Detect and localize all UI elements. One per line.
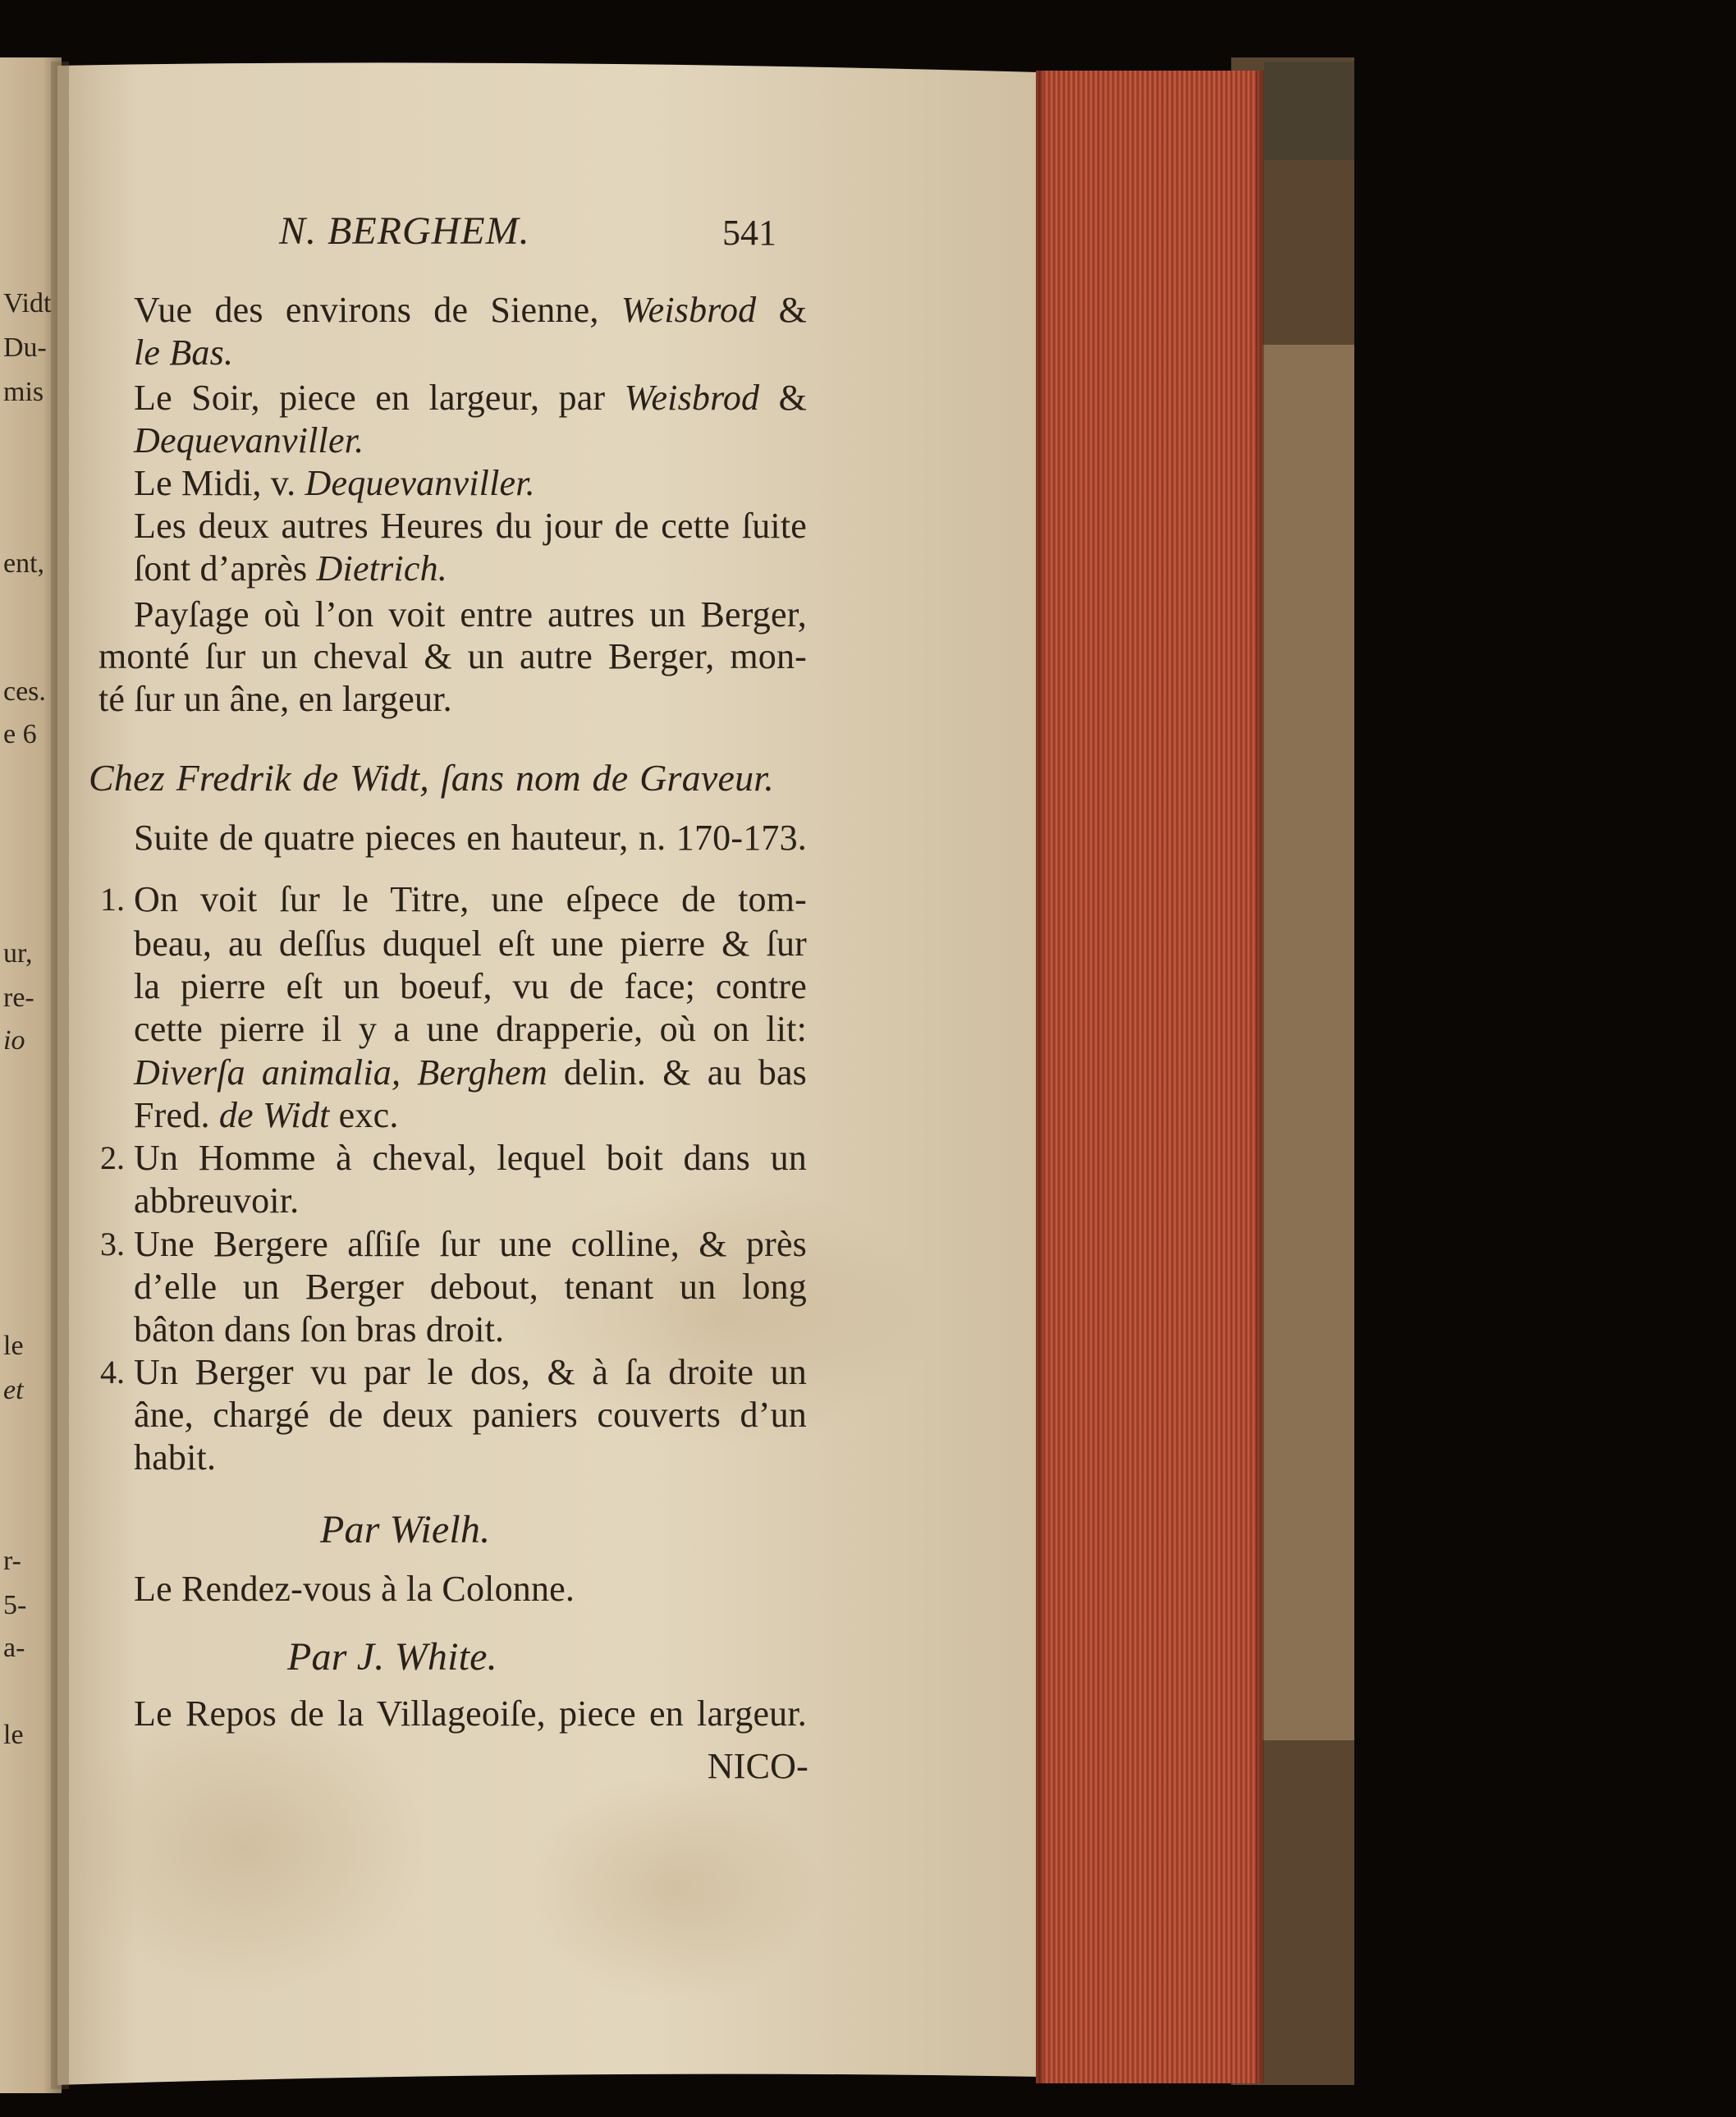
left-page-fragment: ent,	[3, 548, 45, 579]
text-line: abbreuvoir.	[134, 1180, 300, 1221]
catchword: NICO-	[707, 1746, 808, 1786]
text-line: le Bas.	[134, 332, 234, 373]
text-line: Un Homme à cheval, lequel boit dans un	[134, 1138, 807, 1178]
left-page-fragment: ces.	[3, 676, 46, 707]
text-line: Le Soir, piece en largeur, par Weisbrod &	[134, 378, 808, 418]
left-page-fragment: Du-	[3, 332, 47, 363]
left-page-fragment: r-	[3, 1546, 21, 1576]
section-heading: Par Wielh.	[320, 1508, 491, 1551]
left-page-fragment: ur,	[3, 938, 33, 969]
item-number: 2.	[100, 1139, 125, 1176]
text-line: cette pierre il y a une drapperie, où on lit:	[134, 1009, 807, 1049]
text-line: d’elle un Berger debout, tenant un long	[134, 1267, 807, 1307]
text-line: Suite de quatre pieces en hauteur, n. 170-173.	[134, 818, 807, 858]
page-number: 541	[722, 213, 776, 253]
text-line: Un Berger vu par le dos, & à ſa droite un	[134, 1352, 807, 1392]
left-page-fragment: et	[3, 1375, 24, 1405]
running-title: N. BERGHEM.	[279, 209, 530, 253]
left-page-fragment: a-	[3, 1633, 25, 1663]
section-heading: Chez Fredrik de Widt, ſans nom de Graveur.	[89, 757, 774, 799]
left-page-fragment: e 6	[3, 719, 37, 749]
left-page-fragment: le	[3, 1331, 24, 1361]
text-line: Vue des environs de Sienne, Weisbrod &	[134, 290, 808, 330]
left-page-fragment: mis	[3, 377, 44, 407]
left-page-fragment: io	[3, 1025, 25, 1056]
text-line: Les deux autres Heures du jour de cette ſuite	[134, 506, 807, 546]
text-line: té ſur un âne, en largeur.	[98, 679, 452, 719]
item-number: 1.	[100, 881, 125, 918]
text-line: Une Bergere aſſiſe ſur une colline, & près	[134, 1224, 807, 1264]
text-line: monté ſur un cheval & un autre Berger, mon-	[98, 636, 807, 676]
text-line: Le Rendez-vous à la Colonne.	[134, 1569, 575, 1609]
left-page-fragment: Vidt	[3, 288, 52, 318]
text-line: ſont d’après Dietrich.	[134, 548, 447, 589]
text-line: beau, au deſſus duquel eſt une pierre & ſur	[134, 923, 807, 964]
item-number: 3.	[100, 1226, 125, 1262]
left-page-fragment: re-	[3, 983, 34, 1013]
text-line: Dequevanviller.	[134, 420, 364, 461]
text-line: Fred. de Widt exc.	[134, 1095, 399, 1135]
text-line: Payſage où l’on voit entre autres un Berger,	[134, 594, 807, 635]
left-page-fragment: 5-	[3, 1590, 27, 1620]
text-line: Le Midi, v. Dequevanviller.	[134, 463, 535, 503]
left-page-fragment: le	[3, 1720, 24, 1750]
item-number: 4.	[100, 1354, 125, 1391]
text-line: bâton dans ſon bras droit.	[134, 1309, 505, 1349]
text-line: On voit ſur le Titre, une eſpece de tom-	[134, 879, 807, 919]
text-line: Le Repos de la Villageoiſe, piece en largeur.	[134, 1693, 807, 1734]
text-line: la pierre eſt un boeuf, vu de face; contre	[134, 966, 807, 1006]
text-line: Diverſa animalia, Berghem delin. & au bas	[134, 1052, 807, 1093]
section-heading: Par J. White.	[287, 1635, 497, 1679]
text-line: habit.	[134, 1437, 217, 1478]
text-line: âne, chargé de deux paniers couverts d’un	[134, 1395, 807, 1435]
